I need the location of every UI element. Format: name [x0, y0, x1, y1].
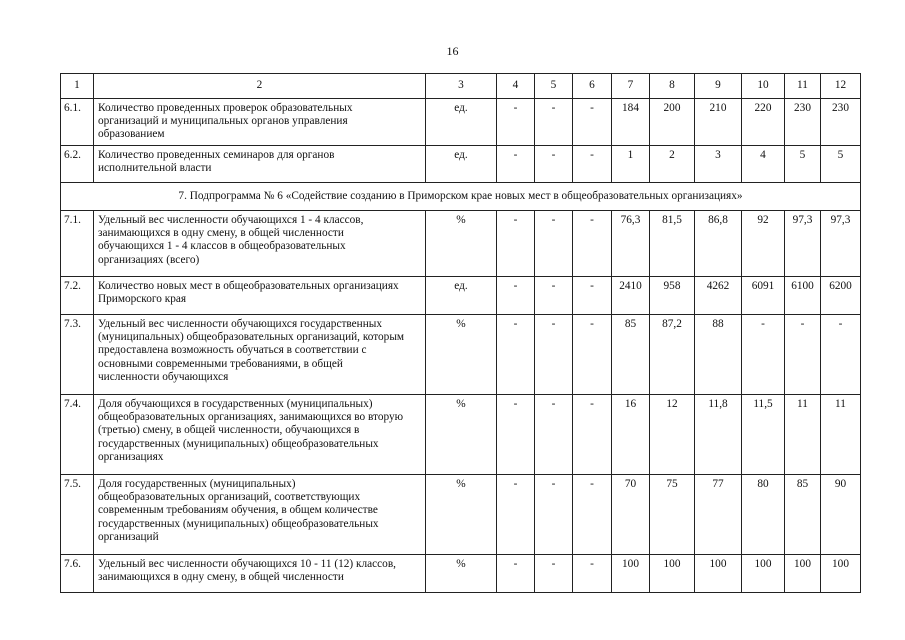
value-cell: 6100	[785, 277, 821, 315]
unit-cell: %	[426, 211, 497, 277]
header-cell: 8	[650, 74, 695, 99]
unit-cell: ед.	[426, 146, 497, 183]
value-cell: 11	[785, 395, 821, 475]
value-cell: -	[821, 315, 861, 395]
unit-cell: %	[426, 395, 497, 475]
value-cell: 11	[821, 395, 861, 475]
value-cell: 1	[612, 146, 650, 183]
value-cell: 184	[612, 99, 650, 146]
value-cell: 100	[650, 555, 695, 593]
unit-cell: %	[426, 475, 497, 555]
value-cell: -	[535, 475, 573, 555]
unit-cell: ед.	[426, 99, 497, 146]
header-cell: 12	[821, 74, 861, 99]
value-cell: -	[535, 315, 573, 395]
value-cell: 2	[650, 146, 695, 183]
value-cell: 11,5	[742, 395, 785, 475]
header-cell: 6	[573, 74, 612, 99]
unit-cell: %	[426, 555, 497, 593]
value-cell: -	[535, 277, 573, 315]
indicator-name: Количество проведенных семинаров для органов исполнительной власти	[94, 146, 426, 183]
value-cell: 81,5	[650, 211, 695, 277]
row-number: 7.6.	[61, 555, 94, 593]
row-number: 7.2.	[61, 277, 94, 315]
value-cell: -	[535, 211, 573, 277]
value-cell: 2410	[612, 277, 650, 315]
value-cell: -	[535, 99, 573, 146]
value-cell: 70	[612, 475, 650, 555]
table-row	[61, 99, 861, 146]
indicator-name: Количество новых мест в общеобразовательных организациях Приморского края	[94, 277, 426, 315]
header-cell: 3	[426, 74, 497, 99]
row-number: 7.3.	[61, 315, 94, 395]
row-number: 7.5.	[61, 475, 94, 555]
value-cell: 100	[695, 555, 742, 593]
row-number: 7.1.	[61, 211, 94, 277]
header-cell: 2	[94, 74, 426, 99]
value-cell: 90	[821, 475, 861, 555]
value-cell: 100	[742, 555, 785, 593]
value-cell: -	[573, 99, 612, 146]
header-row	[61, 74, 861, 99]
value-cell: 80	[742, 475, 785, 555]
value-cell: 4	[742, 146, 785, 183]
indicator-name: Удельный вес численности обучающихся 10 - 11 (12) классов, занимающихся в одну смену, в общей численности	[94, 555, 426, 593]
value-cell: 5	[785, 146, 821, 183]
table-row	[61, 315, 861, 395]
table-row	[61, 277, 861, 315]
value-cell: 958	[650, 277, 695, 315]
value-cell: -	[742, 315, 785, 395]
table-row	[61, 146, 861, 183]
page-number: 16	[446, 44, 459, 58]
value-cell: -	[497, 555, 535, 593]
value-cell: 12	[650, 395, 695, 475]
value-cell: 200	[650, 99, 695, 146]
value-cell: -	[535, 146, 573, 183]
value-cell: -	[497, 277, 535, 315]
table-body	[61, 74, 861, 593]
value-cell: 4262	[695, 277, 742, 315]
unit-cell: ед.	[426, 277, 497, 315]
value-cell: -	[535, 555, 573, 593]
value-cell: 87,2	[650, 315, 695, 395]
value-cell: -	[573, 277, 612, 315]
value-cell: -	[497, 315, 535, 395]
indicator-name: Доля государственных (муниципальных) общеобразовательных организаций, соответствующих современным требованиям обучения, в общем количестве государственных (муниципальных) общеобразовательных организаций	[94, 475, 426, 555]
header-cell: 1	[61, 74, 94, 99]
value-cell: 88	[695, 315, 742, 395]
value-cell: 6200	[821, 277, 861, 315]
value-cell: 100	[821, 555, 861, 593]
value-cell: -	[497, 475, 535, 555]
indicator-name: Доля обучающихся в государственных (муниципальных) общеобразовательных организациях, занимающихся во вторую (третью) смену, в общей численности, обучающихся в государственных (муниципальных) общеобразовательных организациях	[94, 395, 426, 475]
value-cell: 97,3	[821, 211, 861, 277]
value-cell: -	[573, 475, 612, 555]
subprogram-title: 7. Подпрограмма № 6 «Содействие созданию в Приморском крае новых мест в общеобразовательных организациях»	[61, 183, 861, 211]
header-cell: 9	[695, 74, 742, 99]
value-cell: 75	[650, 475, 695, 555]
table-row	[61, 475, 861, 555]
header-cell: 10	[742, 74, 785, 99]
value-cell: -	[573, 555, 612, 593]
value-cell: 86,8	[695, 211, 742, 277]
value-cell: 85	[785, 475, 821, 555]
value-cell: -	[497, 211, 535, 277]
value-cell: 11,8	[695, 395, 742, 475]
value-cell: 100	[785, 555, 821, 593]
value-cell: -	[497, 99, 535, 146]
header-cell: 5	[535, 74, 573, 99]
value-cell: -	[573, 146, 612, 183]
value-cell: -	[535, 395, 573, 475]
row-number: 6.1.	[61, 99, 94, 146]
value-cell: -	[573, 395, 612, 475]
subprogram-row	[61, 183, 861, 211]
value-cell: 76,3	[612, 211, 650, 277]
table-row	[61, 211, 861, 277]
value-cell: 230	[821, 99, 861, 146]
row-number: 7.4.	[61, 395, 94, 475]
header-cell: 7	[612, 74, 650, 99]
value-cell: 77	[695, 475, 742, 555]
table-row	[61, 555, 861, 593]
value-cell: 6091	[742, 277, 785, 315]
value-cell: 85	[612, 315, 650, 395]
value-cell: -	[497, 146, 535, 183]
indicator-name: Удельный вес численности обучающихся 1 - 4 классов, занимающихся в одну смену, в общей численности обучающихся 1 - 4 классов в общеобразовательных организациях (всего)	[94, 211, 426, 277]
header-cell: 4	[497, 74, 535, 99]
value-cell: -	[573, 211, 612, 277]
table-row	[61, 395, 861, 475]
value-cell: -	[497, 395, 535, 475]
value-cell: 100	[612, 555, 650, 593]
row-number: 6.2.	[61, 146, 94, 183]
header-cell: 11	[785, 74, 821, 99]
value-cell: -	[573, 315, 612, 395]
value-cell: 16	[612, 395, 650, 475]
value-cell: 5	[821, 146, 861, 183]
value-cell: 210	[695, 99, 742, 146]
value-cell: 230	[785, 99, 821, 146]
indicator-name: Количество проведенных проверок образовательных организаций и муниципальных органов управления образованием	[94, 99, 426, 146]
value-cell: 220	[742, 99, 785, 146]
value-cell: 92	[742, 211, 785, 277]
indicator-name: Удельный вес численности обучающихся государственных (муниципальных) общеобразовательных организаций, которым предоставлена возможность обучаться в соответствии с основными современными требованиями, в общей численности обучающихся	[94, 315, 426, 395]
value-cell: 3	[695, 146, 742, 183]
unit-cell: %	[426, 315, 497, 395]
indicators-table	[60, 73, 861, 593]
value-cell: -	[785, 315, 821, 395]
value-cell: 97,3	[785, 211, 821, 277]
